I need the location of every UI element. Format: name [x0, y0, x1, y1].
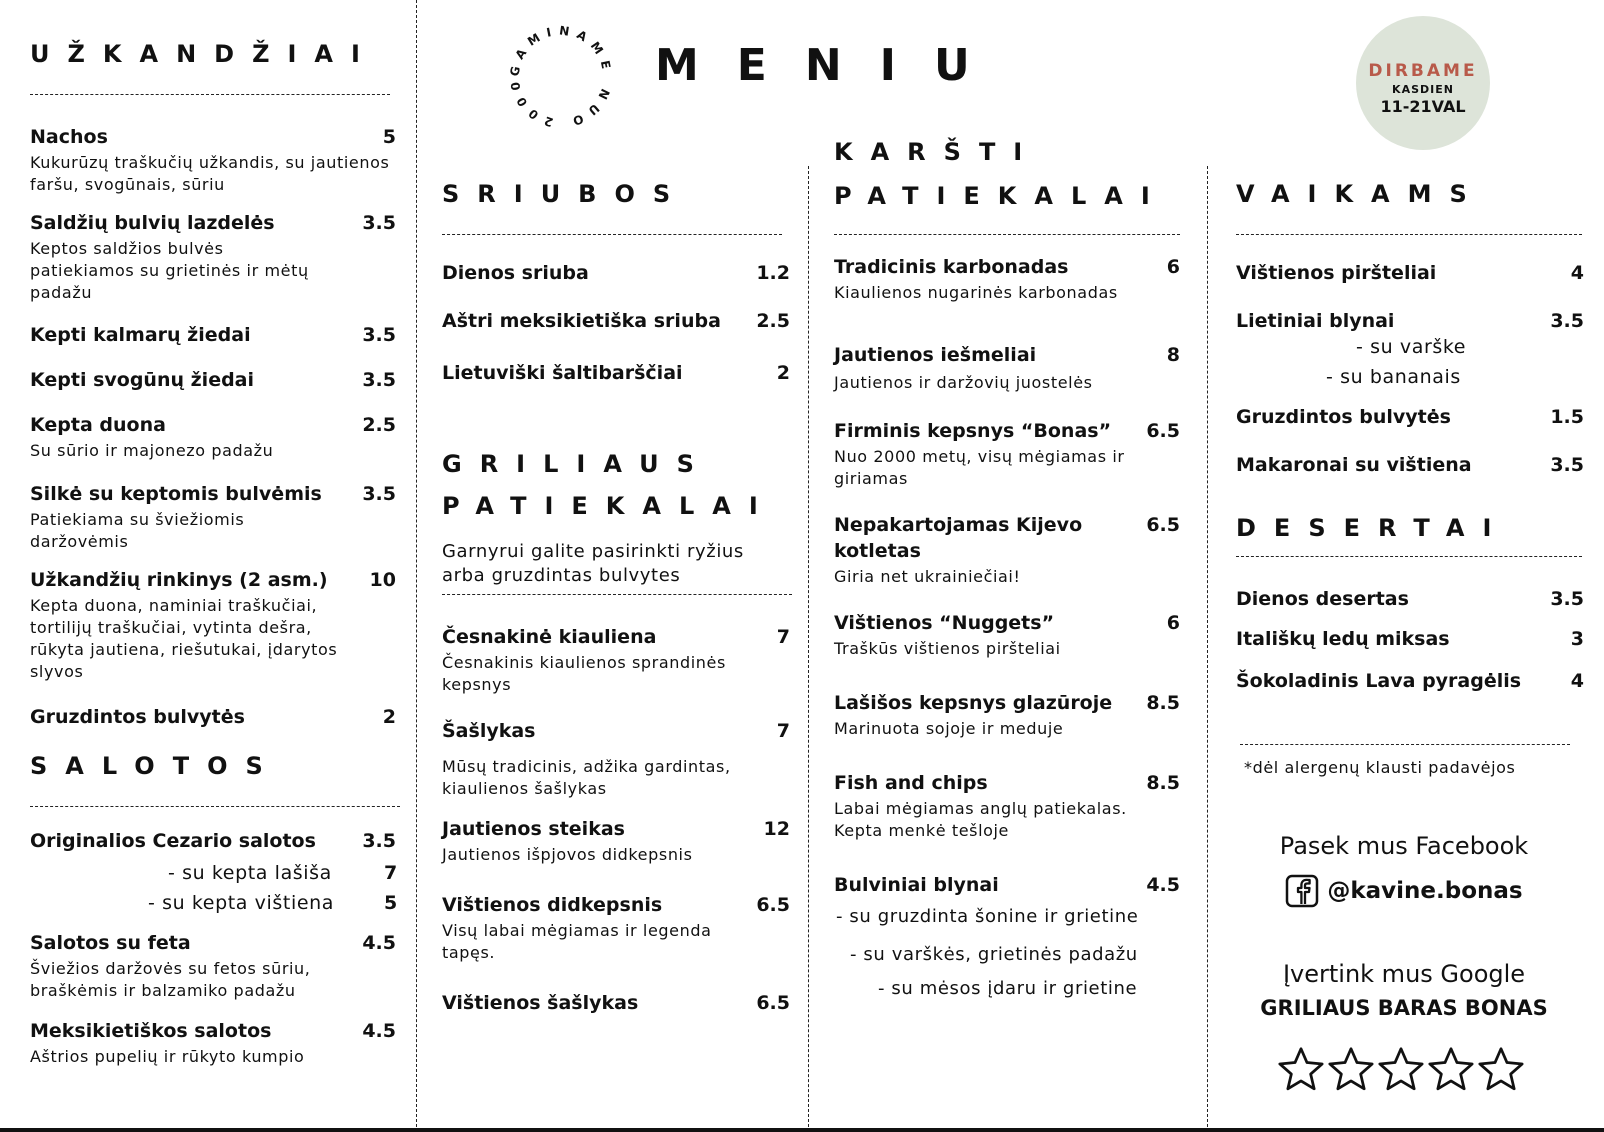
menu-item [442, 260, 790, 286]
item-price: 8 [1166, 344, 1180, 366]
item-name: Lietuviški šaltibarščiai [442, 362, 683, 384]
item-name: Silkė su keptomis bulvėmis [30, 483, 322, 505]
star-icon[interactable] [1428, 1046, 1474, 1092]
option-price: 5 [384, 892, 398, 914]
item-description: Jautienos išpjovos didkepsnis [442, 845, 693, 864]
menu-item [30, 828, 396, 854]
item-price: 4 [1570, 262, 1584, 284]
item-name: Bulviniai blynai [834, 874, 999, 896]
menu-item [30, 124, 396, 196]
item-name: Česnakinė kiauliena [442, 626, 657, 648]
svg-text:GAMINAME NUO 2000 [507, 23, 614, 130]
item-name: Dienos desertas [1236, 588, 1409, 610]
google-title: Įvertink mus Google [1282, 960, 1526, 988]
item-description: Keptos saldžios bulvės patiekiamos su grietinės ir mėtų padažu [30, 239, 309, 302]
item-name: Nachos [30, 126, 108, 148]
menu-item [1236, 626, 1584, 652]
item-name: Vištienos “Nuggets” [834, 612, 1055, 634]
item-price: 3.5 [1550, 454, 1584, 476]
item-price: 4.5 [1146, 874, 1180, 896]
menu-item [1236, 404, 1584, 430]
side-dish-note: Garnyrui galite pasirinkti ryžius arba gruzdintas bulvytes [442, 541, 744, 586]
section-divider [442, 594, 792, 595]
item-name: Itališkų ledų miksas [1236, 628, 1450, 650]
star-icon[interactable] [1278, 1046, 1324, 1092]
item-price: 7 [776, 720, 790, 742]
menu-item [1236, 308, 1584, 334]
menu-item [442, 624, 790, 696]
item-price: 12 [763, 818, 790, 840]
menu-item [834, 254, 1180, 304]
item-name: Lašišos kepsnys glazūroje [834, 692, 1113, 714]
item-name: Firminis kepsnys “Bonas” [834, 420, 1112, 442]
section-title-karsti-line2: PATIEKALAI [834, 182, 1168, 210]
menu-item [30, 322, 396, 348]
item-name: Vištienos šašlykas [442, 992, 639, 1014]
menu-item [30, 481, 396, 553]
menu-item [1236, 260, 1584, 286]
item-price: 7 [776, 626, 790, 648]
item-description: Mūsų tradicinis, adžika gardintas, kiaulienos šašlykas [442, 757, 731, 798]
menu-item [834, 690, 1180, 740]
menu-item [30, 1018, 396, 1068]
menu-item [442, 816, 790, 866]
item-description: Marinuota sojoje ir meduje [834, 719, 1064, 738]
item-name: Nepakartojamas Kijevo kotletas [834, 514, 1083, 562]
menu-item [834, 770, 1180, 842]
item-price: 8.5 [1146, 692, 1180, 714]
option-label: - su mėsos įdaru ir grietine [878, 978, 1138, 999]
item-price: 5 [382, 126, 396, 148]
item-name: Aštri meksikietiška sriuba [442, 310, 721, 332]
menu-item [834, 418, 1180, 490]
menu-item [30, 367, 396, 393]
menu-item [1236, 586, 1584, 612]
option-price: 7 [384, 862, 398, 884]
item-price: 8.5 [1146, 772, 1180, 794]
item-name: Meksikietiškos salotos [30, 1020, 272, 1042]
item-name: Lietiniai blynai [1236, 310, 1395, 332]
menu-item [1236, 668, 1584, 694]
opening-hours-badge [1356, 16, 1490, 150]
item-price: 3.5 [362, 483, 396, 505]
menu-item [30, 210, 396, 304]
item-name: Originalios Cezario salotos [30, 830, 316, 852]
facebook-title: Pasek mus Facebook [1279, 832, 1529, 860]
menu-item [30, 930, 396, 1002]
option-label: - su varške [1356, 336, 1467, 358]
section-divider [1236, 556, 1582, 557]
column-divider-1 [416, 0, 417, 1132]
item-description: Šviežios daržovės su fetos sūriu, braškėmis ir balzamiko padažu [30, 959, 311, 1000]
section-title-grilius: GRILIAUS [442, 450, 712, 478]
item-price: 3.5 [362, 324, 396, 346]
item-description: Jautienos ir daržovių juostelės [834, 373, 1093, 392]
item-price: 3.5 [362, 212, 396, 234]
item-price: 3.5 [1550, 588, 1584, 610]
column-divider-2 [808, 166, 809, 1132]
badge-line1: DIRBAME [1368, 61, 1478, 81]
section-divider [30, 806, 400, 807]
item-description: Kepta duona, naminiai traškučiai, tortilijų traškučiai, vytinta dešra, rūkyta jautiena, riešutukai, įdarytos slyvos [30, 596, 338, 681]
allergen-note: *dėl alergenų klausti padavėjos [1244, 758, 1516, 777]
item-name: Saldžių bulvių lazdelės [30, 212, 275, 234]
item-name: Salotos su feta [30, 932, 191, 954]
menu-item [834, 872, 1180, 898]
item-name: Kepti svogūnų žiedai [30, 369, 255, 391]
section-title-vaikams: VAIKAMS [1236, 180, 1485, 208]
item-name: Makaronai su vištiena [1236, 454, 1472, 476]
item-name: Jautienos iešmeliai [834, 344, 1037, 366]
item-price: 3.5 [362, 369, 396, 391]
item-description: Labai mėgiamas anglų patiekalas. Kepta menkė tešloje [834, 799, 1127, 840]
section-divider [30, 94, 390, 95]
menu-item [1236, 452, 1584, 478]
item-price: 4.5 [362, 932, 396, 954]
item-price: 6 [1166, 612, 1180, 634]
item-price: 10 [369, 569, 396, 591]
section-divider [1236, 234, 1582, 235]
item-description: Traškūs vištienos piršteliai [834, 639, 1061, 658]
section-divider [834, 234, 1180, 235]
item-name: Jautienos steikas [442, 818, 625, 840]
item-name: Fish and chips [834, 772, 988, 794]
item-price: 1.2 [756, 262, 790, 284]
option-label: - su bananais [1326, 366, 1461, 388]
item-description: Patiekiama su šviežiomis daržovėmis [30, 510, 245, 551]
item-name: Kepti kalmarų žiedai [30, 324, 251, 346]
item-description: Visų labai mėgiamas ir legenda tapęs. [442, 921, 712, 962]
item-price: 6.5 [756, 894, 790, 916]
menu-item [30, 567, 396, 683]
stamp-text: GAMINAME NUO 2000 [507, 23, 615, 131]
star-icon[interactable] [1328, 1046, 1374, 1092]
facebook-handle-row[interactable] [1254, 874, 1554, 912]
menu-item [834, 610, 1180, 660]
item-price: 3 [1570, 628, 1584, 650]
item-price: 6.5 [1146, 420, 1180, 442]
item-name: Dienos sriuba [442, 262, 589, 284]
bottom-border [0, 1128, 1604, 1132]
item-price: 2.5 [362, 414, 396, 436]
badge-line2: KASDIEN [1392, 83, 1454, 96]
item-name: Gruzdintos bulvytės [1236, 406, 1451, 428]
google-business-name: GRILIAUS BARAS BONAS [1260, 996, 1548, 1020]
facebook-handle: @kavine.bonas [1327, 878, 1523, 904]
menu-item [442, 892, 790, 964]
option-label: - su kepta vištiena [148, 892, 335, 914]
option-label: - su kepta lašiša [168, 862, 332, 884]
item-price: 6.5 [756, 992, 790, 1014]
section-title-karsti: KARŠTI [834, 138, 1041, 166]
item-name: Šašlykas [442, 720, 536, 742]
facebook-icon [1285, 874, 1319, 908]
item-price: 3.5 [362, 830, 396, 852]
item-description: Giria net ukrainiečiai! [834, 567, 1021, 586]
badge-line3: 11-21VAL [1380, 97, 1466, 116]
item-name: Šokoladinis Lava pyragėlis [1236, 670, 1522, 692]
item-price: 2 [776, 362, 790, 384]
item-description: Kiaulienos nugarinės karbonadas [834, 283, 1118, 302]
item-name: Vištienos didkepsnis [442, 894, 663, 916]
item-description: Česnakinis kiaulienos sprandinės kepsnys [442, 653, 726, 694]
section-title-salotos: SALOTOS [30, 752, 281, 780]
menu-item [442, 308, 790, 334]
menu-item [834, 342, 1180, 394]
item-price: 6.5 [1146, 514, 1180, 536]
section-title-uzkandziai: UŽKANDŽIAI [30, 40, 378, 68]
menu-item [834, 512, 1180, 588]
option-label: - su varškės, grietinės padažu [850, 944, 1138, 965]
item-price: 2 [382, 706, 396, 728]
section-divider [442, 234, 782, 235]
item-price: 4.5 [362, 1020, 396, 1042]
star-icon[interactable] [1378, 1046, 1424, 1092]
item-price: 3.5 [1550, 310, 1584, 332]
item-name: Kepta duona [30, 414, 166, 436]
allergen-divider [1240, 744, 1570, 745]
star-icon[interactable] [1478, 1046, 1524, 1092]
menu-item [30, 704, 396, 730]
menu-item [442, 990, 790, 1016]
page-title: MENIU [655, 40, 1008, 91]
item-price: 1.5 [1550, 406, 1584, 428]
column-divider-3 [1207, 166, 1208, 1132]
section-title-desertai: DESERTAI [1236, 514, 1510, 542]
section-title-sriubos: SRIUBOS [442, 180, 689, 208]
item-description: Aštrios pupelių ir rūkyto kumpio [30, 1047, 305, 1066]
menu-item [442, 718, 790, 800]
item-name: Užkandžių rinkinys (2 asm.) [30, 569, 328, 591]
option-label: - su gruzdinta šonine ir grietine [836, 906, 1139, 927]
rating-stars[interactable] [1278, 1046, 1524, 1092]
section-title-grilius-line2: PATIEKALAI [442, 492, 776, 520]
item-name: Gruzdintos bulvytės [30, 706, 245, 728]
item-description: Kukurūzų traškučių užkandis, su jautienos faršu, svogūnais, sūriu [30, 153, 390, 194]
since-2000-stamp [506, 22, 616, 132]
item-price: 2.5 [756, 310, 790, 332]
item-description: Su sūrio ir majonezo padažu [30, 441, 274, 460]
item-price: 4 [1570, 670, 1584, 692]
menu-item [30, 412, 396, 462]
item-price: 6 [1166, 256, 1180, 278]
item-name: Tradicinis karbonadas [834, 256, 1069, 278]
item-description: Nuo 2000 metų, visų mėgiamas ir giriamas [834, 447, 1125, 488]
item-name: Vištienos piršteliai [1236, 262, 1437, 284]
menu-item [442, 360, 790, 386]
